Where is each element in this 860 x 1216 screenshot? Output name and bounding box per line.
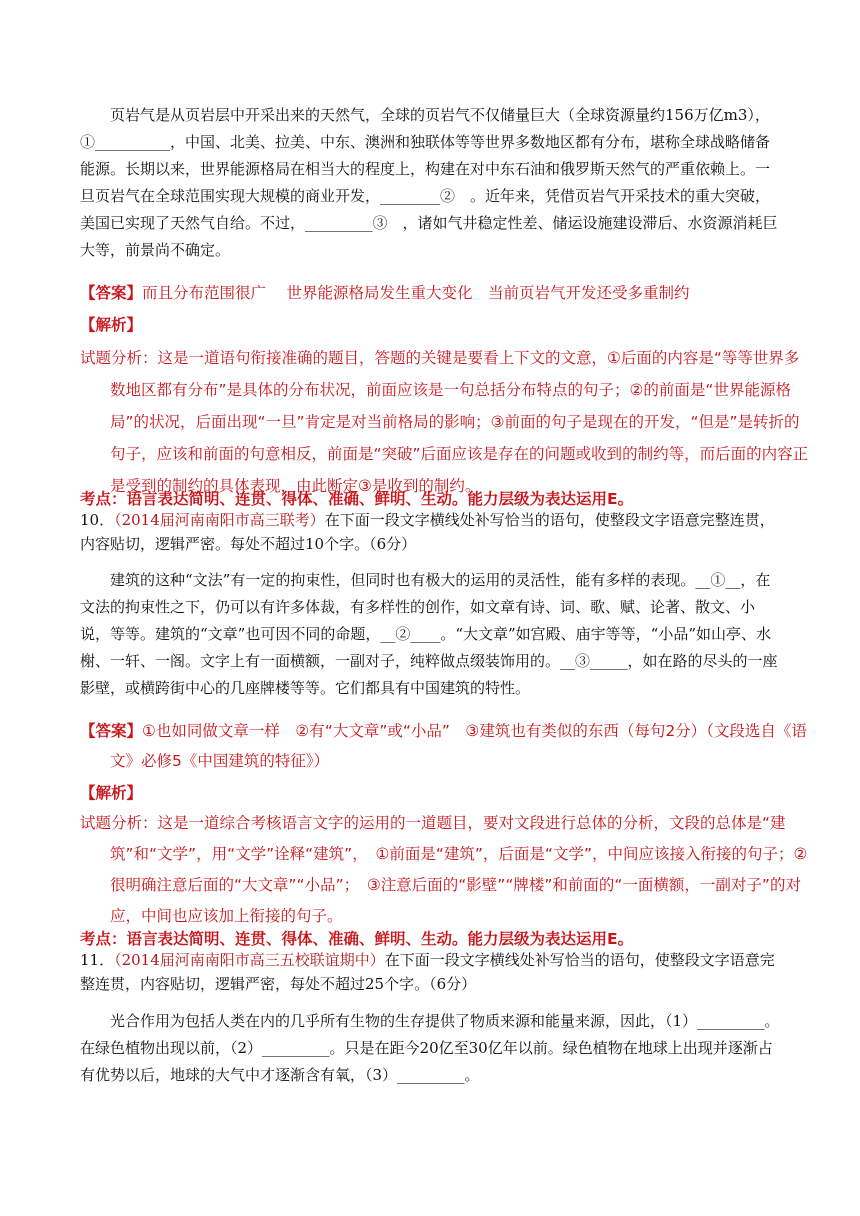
q9-answer-label: 【答案】 — [80, 284, 143, 302]
q10-source: （2014届河南南阳市高三联考） — [114, 511, 325, 529]
q11-number: 11． — [80, 951, 115, 969]
q10-analysis-label: 【解析】 — [80, 784, 143, 802]
q9-analysis-text: 试题分析：这是一道语句衔接准确的题目，答题的关键是要看上下文的文意，①后面的内容是“等等世界多数地区都有分布”是具体的分布状况，前面应该是一句总括分布特点的句子；②的前面是“世界能源格局”的状况，后面出现“一旦”肯定是对当前格局的影响；③前面的句子是现在的开发，“但是”是转折的句子，应该和前面的句意相反，前面是“突破”后面应该是存在的问题或收到的制约等，而后面的内容正是受到的制约的具体表现，由此断定③是收到的制约。 — [80, 349, 809, 495]
q11-source: （2014届河南南阳市高三五校联谊期中） — [114, 951, 385, 969]
q10-answer-text: ①也如同做文章一样 ②有“大文章”或“小品” ③建筑也有类似的东西（每句2分）（文段选自《语文》必修5《中国建筑的特征》） — [110, 722, 807, 770]
q10-answer-label: 【答案】 — [80, 722, 143, 740]
q10-analysis-text: 试题分析：这是一道综合考核语言文字的运用的一道题目，要对文段进行总体的分析，文段的总体是“建筑”和“文学”，用“文学”诠释“建筑”， ①前面是“建筑”，后面是“文学”，中间应该接入衔接的句子；②很明确注意后面的“大文章”“小品”； ③注意后面的“影壁”“牌楼”和前面的“一面横额，一副对子”的对应，中间也应该加上衔接的句子。 — [80, 814, 808, 925]
q9-analysis-label: 【解析】 — [80, 316, 143, 334]
q10-prompt: 在下面一段文字横线处补写恰当的语句，使整段文字语意完整连贯，内容贴切，逻辑严密。每处不超过10个字。（6分） — [80, 511, 775, 553]
q10-header — [80, 508, 780, 556]
q10-passage: 建筑的这种“文法”有一定的拘束性，但同时也有极大的运用的灵活性，能有多样的表现。__①__，在文法的拘束性之下，仍可以有许多体裁，有多样性的创作，如文章有诗、词、歌、赋、论著、散文、小说，等等。建筑的“文章”也可因不同的命题，__②____。“大文章”如宫殿、庙宇等等，“小品”如山亭、水榭、一轩、一阁。文字上有一面横额，一副对子，纯粹做点缀装饰用的。__③_____，如在路的尽头的一座影壁，或横跨街中心的几座牌楼等等。它们都具有中国建筑的特性。 — [80, 571, 778, 697]
q11-header — [80, 948, 780, 996]
q10-kaodian: 考点：语言表达简明、连贯、得体、准确、鲜明、生动。能力层级为表达运用E。 — [80, 930, 634, 948]
q9-kaodian: 考点：语言表达简明、连贯、得体、准确、鲜明、生动。能力层级为表达运用E。 — [80, 490, 634, 508]
q9-passage: 页岩气是从页岩层中开采出来的天然气，全球的页岩气不仅储量巨大（全球资源量约156万亿m3），①__________，中国、北美、拉美、中东、澳洲和独联体等等世界多数地区都有分布，堪称全球战略储备能源。长期以来，世界能源格局在相当大的程度上，构建在对中东石油和俄罗斯天然气的严重依赖上。一旦页岩气在全球范围实现大规模的商业开发，________② 。近年来，凭借页岩气开采技术的重大突破，美国已实现了天然气自给。不过，_________③ ，诸如气井稳定性差、储运设施建设滞后、水资源消耗巨大等，前景尚不确定。 — [80, 106, 778, 259]
q9-answer-text: 而且分布范围很广 世界能源格局发生重大变化 当前页岩气开发还受多重制约 — [142, 284, 690, 302]
q9-answer-line — [80, 278, 780, 308]
q11-prompt: 在下面一段文字横线处补写恰当的语句，使整段文字语意完整连贯，内容贴切，逻辑严密，每处不超过25个字。（6分） — [80, 951, 775, 993]
q11-passage: 光合作用为包括人类在内的几乎所有生物的生存提供了物质来源和能量来源，因此，（1）_________。在绿色植物出现以前，（2）_________。只是在距今20亿至30亿年以前。绿色植物在地球上出现并逐渐占有优势以后，地球的大气中才逐渐含有氧，（3）_________。 — [80, 1012, 780, 1084]
q10-answer-line — [80, 716, 810, 776]
q10-number: 10． — [80, 511, 115, 529]
